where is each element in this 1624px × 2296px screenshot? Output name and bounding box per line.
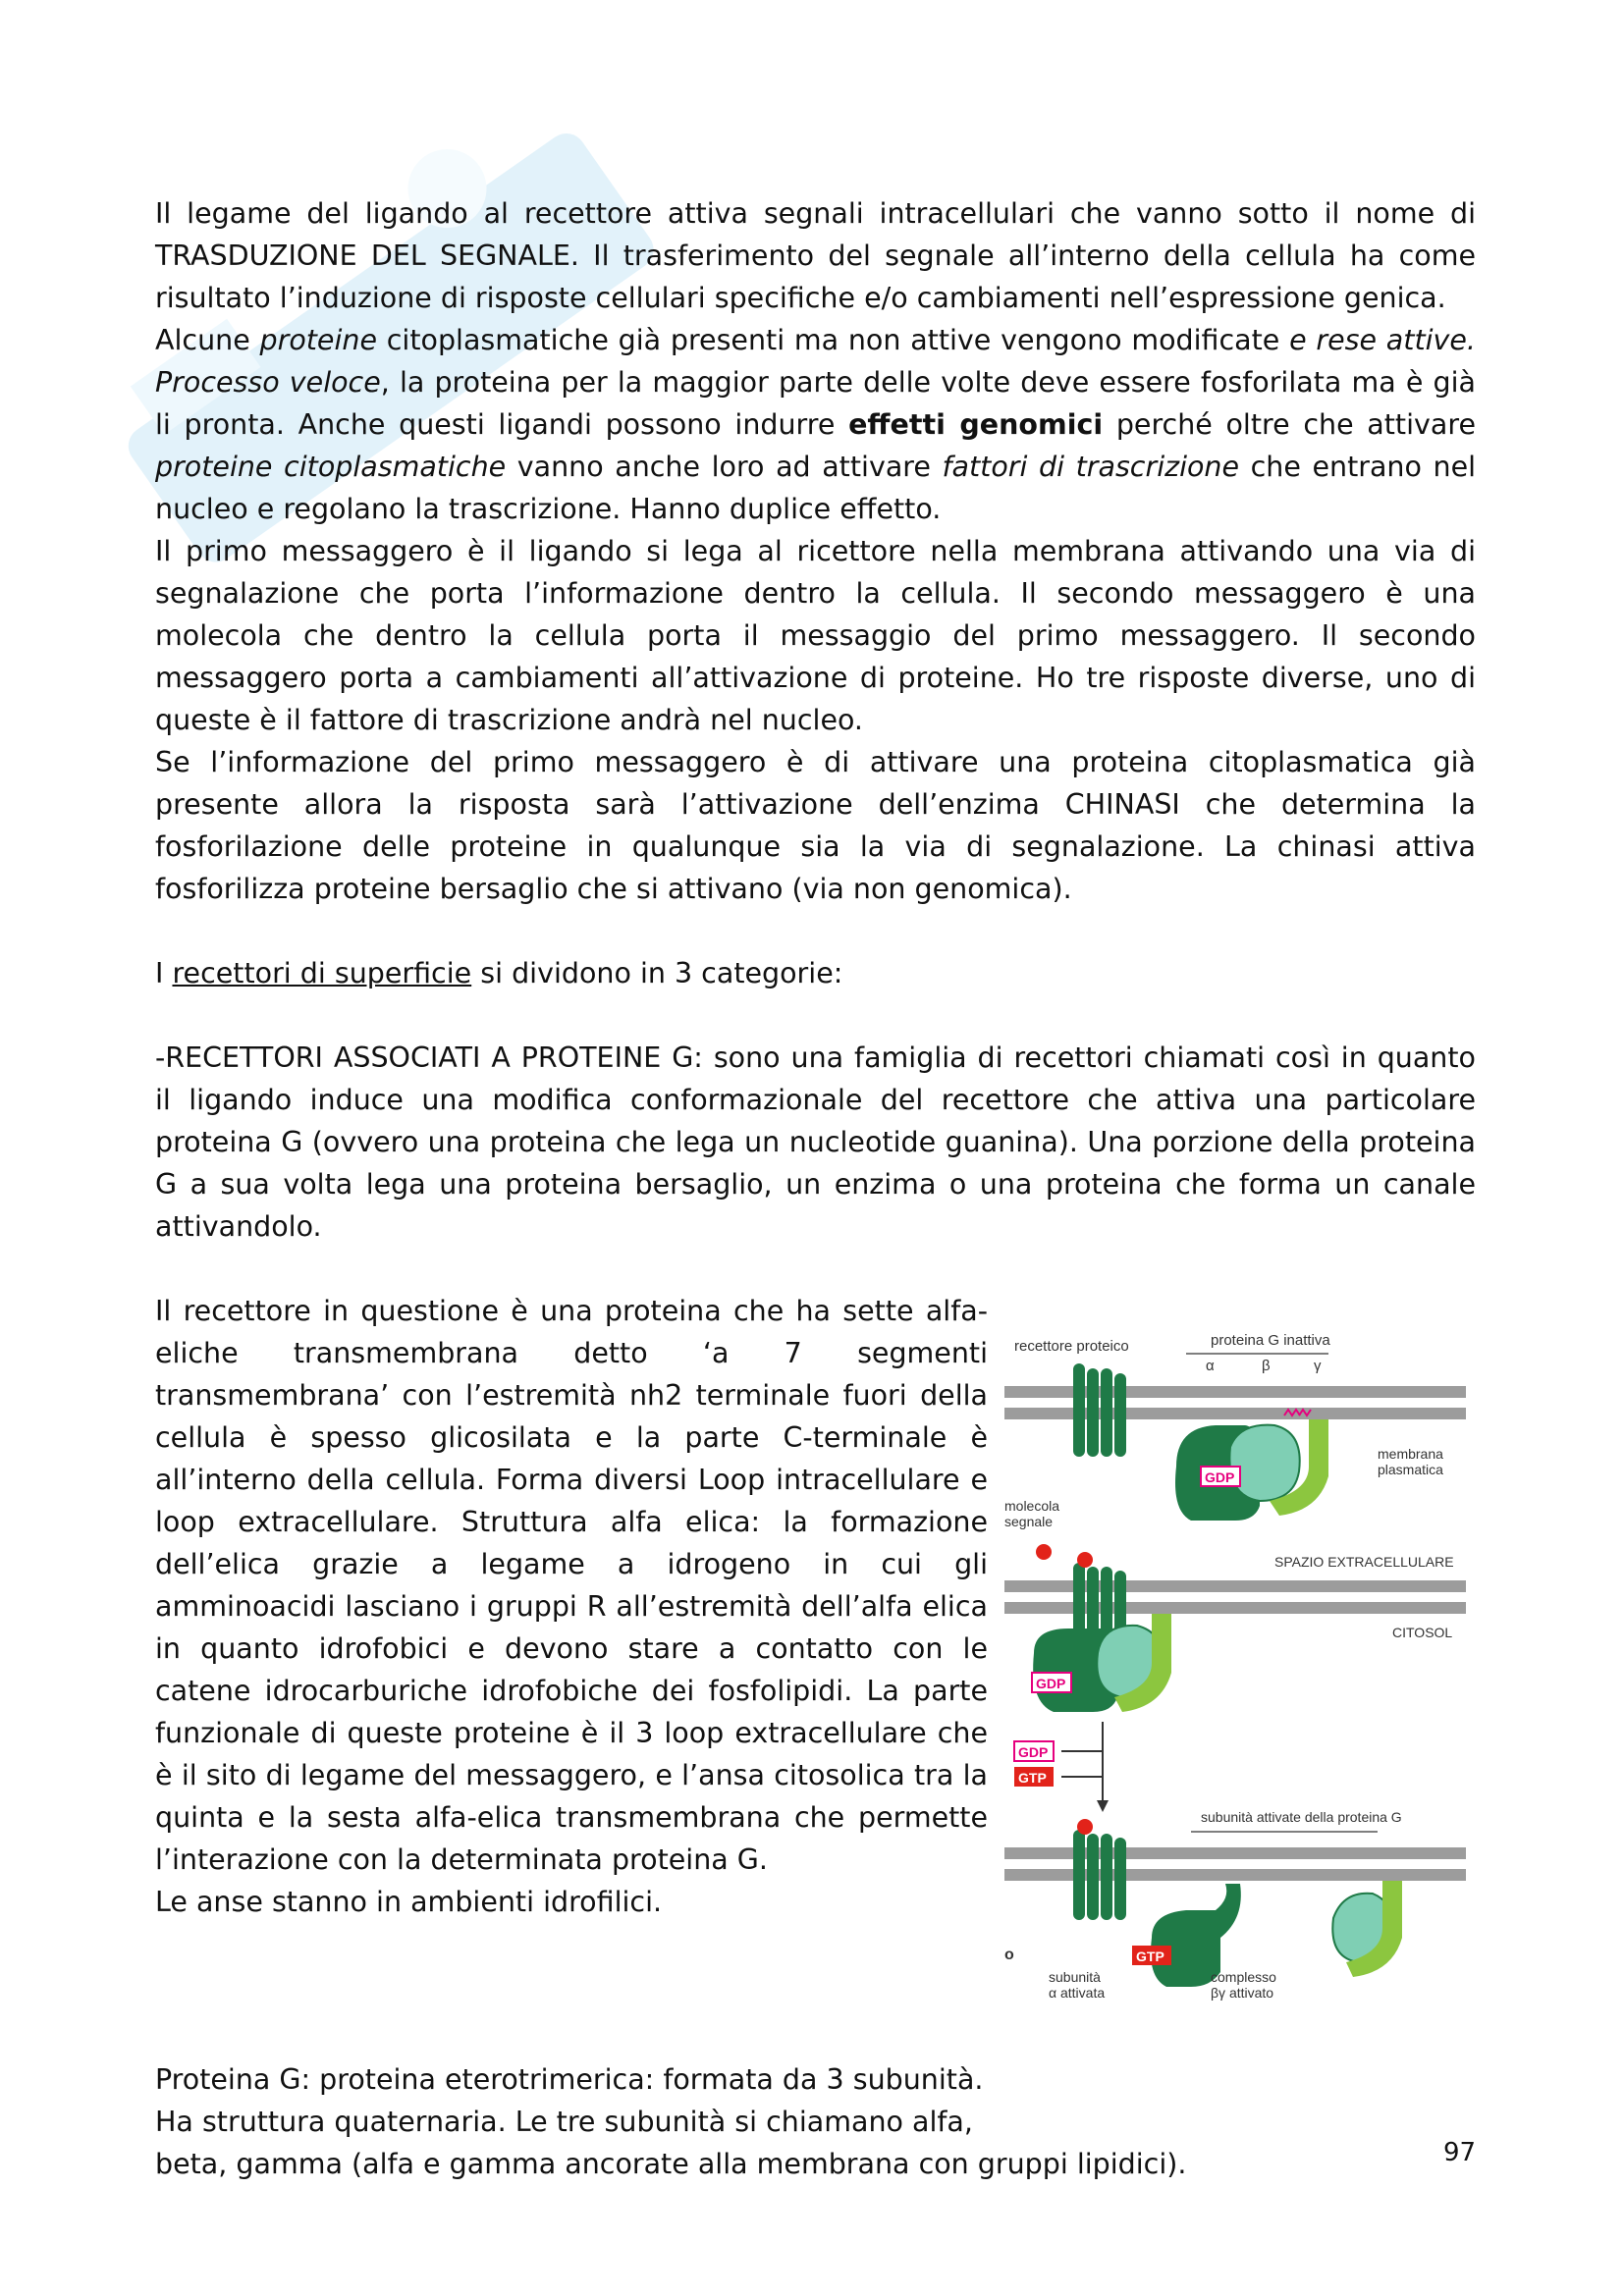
label-gamma: γ	[1314, 1358, 1322, 1374]
paragraph-proteina-g-1: Proteina G: proteina eterotrimerica: formata da 3 subunità.	[155, 2063, 984, 2096]
paragraph-proteina-g-3: beta, gamma (alfa e gamma ancorate alla membrana con gruppi lipidici).	[155, 2148, 1187, 2180]
underlined-run: recettori di superficie	[172, 957, 472, 989]
text-run: che entrano nel nucleo e regolano la trascrizione. Hanno duplice effetto.	[155, 451, 1477, 525]
paragraph-anse: Le anse stanno in ambienti idrofilici.	[155, 1886, 663, 1918]
left-column	[155, 1290, 988, 1923]
bold-run: effetti genomici	[848, 408, 1104, 441]
text-run: Alcune	[155, 324, 260, 356]
page-number: 97	[1443, 2138, 1477, 2167]
text-run: perché oltre che attivare	[1103, 408, 1476, 441]
label-membrana: membrana	[1378, 1446, 1443, 1462]
label-alfa-attivata: α attivata	[1049, 1985, 1106, 2001]
paragraph-recettori-superficie	[155, 952, 1476, 994]
label-subunita: subunità	[1049, 1969, 1101, 1985]
g-protein-diagram	[1004, 1309, 1476, 2016]
label-plasmatica: plasmatica	[1378, 1462, 1443, 1477]
label-complesso: complesso	[1211, 1969, 1276, 1985]
label-beta: β	[1262, 1358, 1271, 1374]
gdp-badge-2: GDP	[1036, 1676, 1066, 1691]
paragraph-proteina-g-2: Ha struttura quaternaria. Le tre subunità si chiamano alfa,	[155, 2106, 973, 2138]
text-run: citoplasmatiche già presenti ma non attive vengono modificate	[377, 324, 1290, 356]
paragraph-chinasi: Se l’informazione del primo messaggero è di attivare una proteina citoplasmatica già presente allora la risposta sarà l’attivazione dell’enzima CHINASI che determina la fosforilazione delle proteine in qualunque sia la via di segnalazione. La chinasi attiva fosforilizza proteine bersaglio che si attivano (via non genomica).	[155, 746, 1476, 905]
label-proteina-g: proteina G inattiva	[1211, 1332, 1330, 1349]
label-molecola: molecola	[1004, 1498, 1060, 1514]
two-column-section	[155, 1290, 1476, 2016]
g-protein-figure	[1004, 1309, 1476, 2016]
page-body	[155, 192, 1476, 2185]
label-spazio-extracellulare: SPAZIO EXTRACELLULARE	[1274, 1554, 1454, 1570]
italic-run: proteine	[259, 324, 377, 356]
label-recettore: recettore proteico	[1014, 1338, 1129, 1355]
proteina-g-section	[155, 2016, 1476, 2185]
text-run: , la proteina per la maggior parte delle volte deve essere fosforilata ma è già li pronta. Anche questi ligandi possono indurre	[155, 366, 1476, 441]
paragraph-proteine-citoplasmatiche	[155, 319, 1476, 530]
gdp-badge-1: GDP	[1205, 1469, 1235, 1485]
label-corner: o	[1004, 1947, 1014, 1963]
paragraph-recettori-proteine-g: -RECETTORI ASSOCIATI A PROTEINE G: sono una famiglia di recettori chiamati così in quanto il ligando induce una modifica conformazionale del recettore che attiva una particolare proteina G (ovvero una proteina che lega un nucleotide guanina). Una porzione della proteina G a sua volta lega una proteina bersaglio, un enzima o una proteina che forma un canale attivandolo.	[155, 1041, 1476, 1243]
label-citosol: CITOSOL	[1392, 1625, 1453, 1640]
gdp-badge-3: GDP	[1018, 1744, 1049, 1760]
paragraph-trasduzione: Il legame del ligando al recettore attiva segnali intracellulari che vanno sotto il nome di TRASDUZIONE DEL SEGNALE. Il trasferimento del segnale all’interno della cellula ha come risultato l’induzione di risposte cellulari specifiche e/o cambiamenti nell’espressione genica.	[155, 197, 1476, 314]
label-alpha: α	[1206, 1358, 1215, 1374]
gtp-badge-2: GTP	[1136, 1949, 1164, 1964]
signal-molecule-icon	[1036, 1544, 1052, 1560]
italic-run: proteine citoplasmatiche	[155, 451, 507, 483]
text-run: si dividono in 3 categorie:	[471, 957, 843, 989]
italic-run: fattori di trascrizione	[942, 451, 1240, 483]
text-run: I	[155, 957, 173, 989]
paragraph-primo-messaggero: Il primo messaggero è il ligando si lega al ricettore nella membrana attivando una via di segnalazione che porta l’informazione dentro la cellula. Il secondo messaggero è una molecola che dentro la cellula porta il messaggio del primo messaggero. Il secondo messaggero porta a cambiamenti all’attivazione di proteine. Ho tre risposte diverse, uno di queste è il fattore di trascrizione andrà nel nucleo.	[155, 535, 1476, 736]
label-subunita-attivate: subunità attivate della proteina G	[1201, 1809, 1402, 1825]
label-bg-attivato: βγ attivato	[1211, 1985, 1274, 2001]
italic-run: e rese attive. Processo veloce	[155, 324, 1476, 399]
gtp-badge-1: GTP	[1018, 1770, 1047, 1786]
text-run: vanno anche loro ad attivare	[506, 451, 943, 483]
label-segnale: segnale	[1004, 1514, 1054, 1529]
paragraph-recettore-7-segmenti: Il recettore in questione è una proteina che ha sette alfa-eliche transmembrana detto ‘a 7 segmenti transmembrana’ con l’estremità nh2 terminale fuori della cellula è spesso glicosilata e la parte C-terminale è all’interno della cellula. Forma diversi Loop intracellulare e loop extracellulare. Struttura alfa elica: la formazione dell’elica grazie a legame a idrogeno in cui gli amminoacidi lasciano i gruppi R all’estremità dell’alfa elica in quanto idrofobici e devono stare a contatto con le catene idrocarburiche idrofobiche dei fosfolipidi. La parte funzionale di queste proteine è il 3 loop extracellulare che è il sito di legame del messaggero, e l’ansa citosolica tra la quinta e la sesta alfa-elica transmembrana che permette l’interazione con la determinata proteina G.	[155, 1295, 988, 1876]
